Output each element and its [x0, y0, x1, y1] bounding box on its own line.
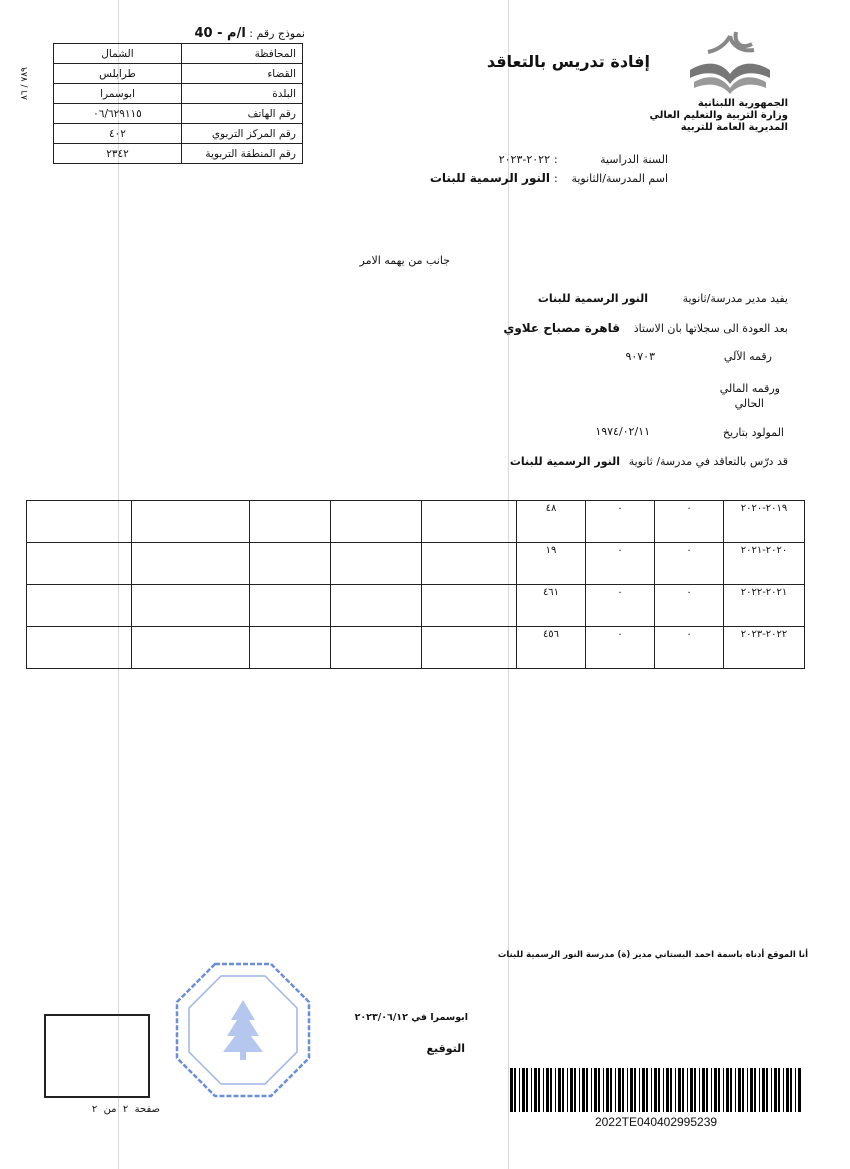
table-cell-b: ٠	[586, 627, 655, 669]
barcode-bar	[670, 1068, 672, 1112]
barcode-bar	[582, 1068, 585, 1112]
official-stamp-icon	[173, 960, 313, 1100]
table-cell-empty	[331, 501, 422, 543]
barcode-bar	[766, 1068, 768, 1112]
barcode-bar	[546, 1068, 549, 1112]
financial-number-label: ورقمه المالي	[719, 382, 780, 395]
barcode-bar	[786, 1068, 789, 1112]
barcode-bar	[586, 1068, 588, 1112]
barcode-bar	[630, 1068, 633, 1112]
table-cell-empty	[27, 627, 132, 669]
barcode-bar	[591, 1068, 592, 1112]
barcode-bar	[675, 1068, 676, 1112]
barcode-bar	[682, 1068, 684, 1112]
barcode-bar	[783, 1068, 784, 1112]
barcode-bar	[690, 1068, 693, 1112]
table-cell-empty	[422, 543, 517, 585]
header-info-row	[54, 124, 303, 144]
barcode-bar	[778, 1068, 780, 1112]
stamp-box	[44, 1014, 150, 1098]
barcode-bar	[663, 1068, 664, 1112]
table-cell-empty	[132, 501, 250, 543]
barcode-bar	[774, 1068, 777, 1112]
table-cell-hours: ١٩	[517, 543, 586, 585]
barcode-icon	[510, 1068, 802, 1112]
barcode-bar	[702, 1068, 705, 1112]
barcode-bar	[594, 1068, 597, 1112]
barcode-bar	[711, 1068, 712, 1112]
header-info-row	[54, 144, 303, 164]
barcode-bar	[798, 1068, 801, 1112]
header-info-row	[54, 64, 303, 84]
teacher-name: قاهرة مصباح علاوي	[503, 321, 620, 335]
barcode-bar	[742, 1068, 744, 1112]
table-cell-empty	[422, 585, 517, 627]
director-label: يفيد مدير مدرسة/ثانوية	[682, 292, 788, 305]
header-info-value: ٠٦/٦٢٩١١٥	[54, 104, 182, 124]
barcode-bar	[603, 1068, 604, 1112]
signature-label: التوقيع	[426, 1042, 465, 1055]
table-cell-empty	[250, 627, 331, 669]
barcode-bar	[618, 1068, 621, 1112]
page-number	[50, 1104, 160, 1115]
table-cell-b: ٠	[586, 543, 655, 585]
barcode-bar	[522, 1068, 525, 1112]
barcode-bar	[738, 1068, 741, 1112]
birth-date-label: المولود بتاريخ	[722, 426, 784, 439]
page-current: ٢	[122, 1104, 129, 1115]
barcode-bar	[550, 1068, 552, 1112]
table-cell-year: ٢٠٢١-٢٠٢٢	[724, 585, 805, 627]
table-cell-empty	[331, 543, 422, 585]
table-row	[27, 543, 805, 585]
page-of: من	[103, 1104, 117, 1115]
table-row	[27, 501, 805, 543]
barcode-bar	[519, 1068, 520, 1112]
barcode-bar	[642, 1068, 645, 1112]
table-row	[27, 627, 805, 669]
barcode-bar	[790, 1068, 792, 1112]
header-info-key: المحافظة	[182, 44, 303, 64]
ministry-logo-icon	[686, 30, 774, 96]
barcode-bar	[762, 1068, 765, 1112]
ministry-line-3: المديرية العامة للتربية	[680, 122, 788, 133]
barcode-bar	[510, 1068, 513, 1112]
table-cell-empty	[132, 585, 250, 627]
ministry-header	[640, 98, 788, 134]
table-cell-empty	[27, 501, 132, 543]
auto-number-label: رقمه الآلي	[723, 350, 772, 363]
header-info-row	[54, 104, 303, 124]
table-cell-empty	[132, 543, 250, 585]
separator: :	[554, 153, 558, 166]
table-cell-empty	[132, 627, 250, 669]
document-title: إفادة تدريس بالتعاقد	[486, 52, 650, 71]
table-cell-empty	[331, 627, 422, 669]
table-cell-hours: ٤٦١	[517, 585, 586, 627]
header-info-value: ابوسمرا	[54, 84, 182, 104]
barcode-bar	[562, 1068, 564, 1112]
barcode-bar	[759, 1068, 760, 1112]
barcode-bar	[754, 1068, 756, 1112]
separator: :	[554, 172, 558, 185]
barcode-bar	[567, 1068, 568, 1112]
table-cell-a: ٠	[655, 501, 724, 543]
ministry-line-2: وزارة التربية والتعليم العالي	[649, 110, 788, 121]
form-number-label: نموذج رقم	[256, 27, 305, 40]
teaching-hours-table	[26, 500, 805, 669]
header-info-key: رقم الهاتف	[182, 104, 303, 124]
to-whom: جانب من يهمه الامر	[359, 254, 450, 267]
table-cell-year: ٢٠٢٠-٢٠٢١	[724, 543, 805, 585]
table-cell-empty	[250, 543, 331, 585]
barcode-bar	[687, 1068, 688, 1112]
barcode-bar	[678, 1068, 681, 1112]
header-info-key: رقم المنطقة التربوية	[182, 144, 303, 164]
school-name-value: النور الرسمية للبنات	[429, 171, 550, 185]
attestation-text: أنا الموقع أدناه باسمة احمد البستاني مدير (ة) مدرسة النور الرسمية للبنات	[497, 950, 808, 960]
teacher-label: بعد العودة الى سجلاتها بان الاستاذ	[633, 322, 788, 335]
barcode-bar	[555, 1068, 556, 1112]
header-info-row	[54, 44, 303, 64]
header-info-key: القضاء	[182, 64, 303, 84]
table-cell-empty	[331, 585, 422, 627]
header-info-key: رقم المركز التربوي	[182, 124, 303, 144]
barcode-bar	[570, 1068, 573, 1112]
header-info-row	[54, 84, 303, 104]
barcode-bar	[579, 1068, 580, 1112]
separator: :	[249, 27, 253, 40]
barcode-bar	[651, 1068, 652, 1112]
table-cell-empty	[250, 501, 331, 543]
barcode-bar	[627, 1068, 628, 1112]
barcode-bar	[574, 1068, 576, 1112]
margin-note: ٧٨٩ / ٨٦	[20, 67, 30, 100]
barcode-bar	[610, 1068, 612, 1112]
ministry-line-1: الجمهورية اللبنانية	[697, 98, 788, 109]
barcode-bar	[538, 1068, 540, 1112]
barcode-bar	[730, 1068, 732, 1112]
barcode-bar	[558, 1068, 561, 1112]
header-info-table	[53, 43, 303, 164]
barcode-bar	[531, 1068, 532, 1112]
taught-label: قد درّس بالتعاقد في مدرسة/ ثانوية	[628, 455, 788, 468]
barcode-bar	[634, 1068, 636, 1112]
barcode-bar	[771, 1068, 772, 1112]
school-year-value: ٢٠٢٢-٢٠٢٣	[498, 153, 550, 166]
barcode-bar	[718, 1068, 720, 1112]
table-cell-hours: ٤٨	[517, 501, 586, 543]
header-info-value: طرابلس	[54, 64, 182, 84]
table-cell-year: ٢٠٢٢-٢٠٢٣	[724, 627, 805, 669]
barcode-bar	[735, 1068, 736, 1112]
birth-date: ١٩٧٤/٠٢/١١	[595, 425, 650, 438]
table-cell-b: ٠	[586, 585, 655, 627]
page-label: صفحة	[134, 1104, 160, 1115]
school-name-label: اسم المدرسة/الثانوية	[571, 172, 668, 185]
financial-number-label-2: الحالي	[734, 397, 764, 410]
barcode-bar	[606, 1068, 609, 1112]
barcode-bar	[639, 1068, 640, 1112]
barcode-bar	[658, 1068, 660, 1112]
barcode-bar	[795, 1068, 796, 1112]
auto-number: ٩٠٧٠٣	[625, 350, 655, 363]
table-cell-a: ٠	[655, 585, 724, 627]
barcode-bar	[654, 1068, 657, 1112]
barcode-bar	[666, 1068, 669, 1112]
header-info-value: الشمال	[54, 44, 182, 64]
table-cell-empty	[27, 585, 132, 627]
barcode-bar	[534, 1068, 537, 1112]
table-cell-empty	[422, 501, 517, 543]
barcode-text: 2022TE040402995239	[594, 1115, 718, 1129]
place-date: ابوسمرا في ٢٠٢٣/٠٦/١٢	[354, 1012, 468, 1023]
director-school: النور الرسمية للبنات	[537, 292, 648, 305]
table-cell-a: ٠	[655, 543, 724, 585]
barcode-bar	[723, 1068, 724, 1112]
page-total: ٢	[91, 1104, 98, 1115]
barcode-bar	[714, 1068, 717, 1112]
header-info-value: ٤٠٢	[54, 124, 182, 144]
table-cell-b: ٠	[586, 501, 655, 543]
barcode-bar	[514, 1068, 516, 1112]
form-number	[115, 26, 305, 41]
taught-school: النور الرسمية للبنات	[509, 455, 620, 468]
barcode-bar	[598, 1068, 600, 1112]
header-info-key: البلدة	[182, 84, 303, 104]
barcode-bar	[543, 1068, 544, 1112]
school-year-label: السنة الدراسية	[600, 153, 668, 166]
header-info-value: ٢٣٤٢	[54, 144, 182, 164]
barcode-bar	[726, 1068, 729, 1112]
table-cell-empty	[250, 585, 331, 627]
barcode-bar	[646, 1068, 648, 1112]
barcode-bar	[694, 1068, 696, 1112]
barcode-bar	[622, 1068, 624, 1112]
table-cell-year: ٢٠١٩-٢٠٢٠	[724, 501, 805, 543]
barcode-bar	[747, 1068, 748, 1112]
barcode-bar	[526, 1068, 528, 1112]
table-row	[27, 585, 805, 627]
barcode-bar	[706, 1068, 708, 1112]
barcode-bar	[615, 1068, 616, 1112]
table-cell-empty	[422, 627, 517, 669]
barcode-bar	[750, 1068, 753, 1112]
table-cell-empty	[27, 543, 132, 585]
form-number-value: ا/م - 40	[194, 26, 246, 41]
barcode-bar	[699, 1068, 700, 1112]
table-cell-a: ٠	[655, 627, 724, 669]
table-cell-hours: ٤٥٦	[517, 627, 586, 669]
